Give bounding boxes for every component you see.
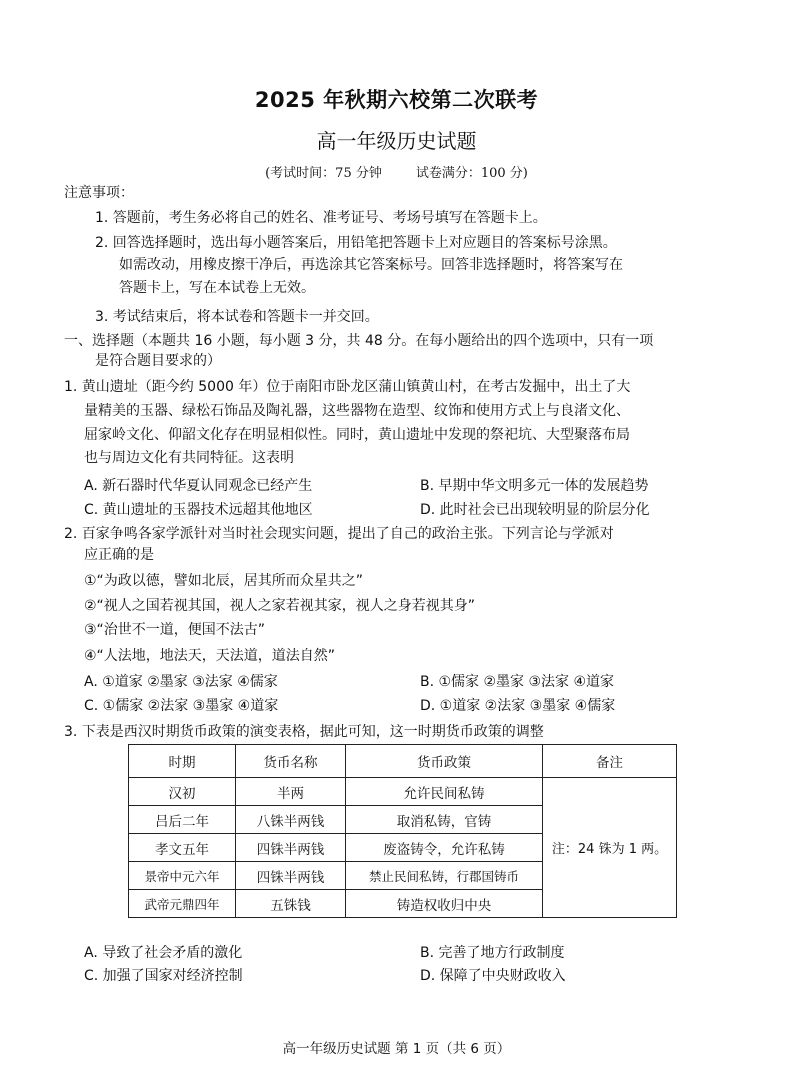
question-2-quote-1: ①“为政以德，譬如北辰，居其所而众星共之” [84, 573, 364, 589]
table-cell: 孝文五年 [129, 834, 236, 862]
notice-item-2-cont: 如需改动，用橡皮擦干净后，再选涂其它答案标号。回答非选择题时，将答案写在 [119, 257, 623, 273]
notice-item-1: 1. 答题前，考生务必将自己的姓名、准考证号、考场号填写在答题卡上。 [95, 210, 547, 226]
table-cell: 半两 [236, 778, 346, 806]
question-2-option-b[interactable]: B. ①儒家 ②墨家 ③法家 ④道家 [420, 674, 615, 690]
question-2-option-d[interactable]: D. ①道家 ②法家 ③墨家 ④儒家 [420, 698, 616, 714]
question-2-stem: 2. 百家争鸣各家学派针对当时社会现实问题，提出了自己的政治主张。下列言论与学派对 [64, 526, 614, 542]
question-2-quote-4: ④“人法地，地法天，天法道，道法自然” [84, 648, 336, 664]
exam-time: (考试时间：75 分钟 [265, 166, 382, 181]
exam-subtitle: 高一年级历史试题 [316, 129, 477, 153]
question-1-option-d[interactable]: D. 此时社会已出现较明显的阶层分化 [420, 502, 650, 518]
question-3-option-d[interactable]: D. 保障了中央财政收入 [420, 968, 566, 984]
table-header: 时期 [129, 745, 236, 778]
notice-item-2-cont2: 答题卡上，写在本试卷上无效。 [119, 280, 315, 296]
question-2-quote-3: ③“治世不一道，便国不法古” [84, 622, 266, 638]
table-cell: 汉初 [129, 778, 236, 806]
question-3-stem: 3. 下表是西汉时期货币政策的演变表格，据此可知，这一时期货币政策的调整 [64, 724, 544, 740]
section-heading-cont: 是符合题目要求的） [95, 353, 221, 369]
question-3-option-b[interactable]: B. 完善了地方行政制度 [420, 945, 565, 961]
question-1-stem-line: 屈家岭文化、仰韶文化存在明显相似性。同时，黄山遗址中发现的祭祀坑、大型聚落布局 [84, 427, 630, 443]
table-cell: 允许民间私铸 [346, 778, 543, 806]
table-cell: 景帝中元六年 [129, 862, 236, 890]
notice-heading: 注意事项： [64, 185, 134, 201]
table-cell: 吕后二年 [129, 806, 236, 834]
table-cell: 铸造权收归中央 [346, 890, 543, 918]
question-1-option-a[interactable]: A. 新石器时代华夏认同观念已经产生 [84, 478, 313, 494]
page-footer: 高一年级历史试题 第 1 页（共 6 页） [282, 1041, 511, 1057]
question-2-quote-2: ②“视人之国若视其国，视人之家若视其家，视人之身若视其身” [84, 598, 476, 614]
question-2-stem-line: 应正确的是 [84, 547, 154, 563]
currency-policy-table [128, 744, 677, 918]
exam-info [0, 162, 793, 181]
question-3-option-a[interactable]: A. 导致了社会矛盾的激化 [84, 945, 243, 961]
question-1-stem-line: 也与周边文化有共同特征。这表明 [84, 450, 294, 466]
table-cell: 废盗铸令，允许私铸 [346, 834, 543, 862]
table-cell: 武帝元鼎四年 [129, 890, 236, 918]
table-cell: 八铢半两钱 [236, 806, 346, 834]
table-note: 注：24 铢为 1 两。 [543, 778, 677, 918]
table-row [129, 778, 677, 806]
table-cell: 四铢半两钱 [236, 834, 346, 862]
table-header: 货币名称 [236, 745, 346, 778]
question-2-option-a[interactable]: A. ①道家 ②墨家 ③法家 ④儒家 [84, 674, 278, 690]
table-header-row [129, 745, 677, 778]
notice-item-2: 2. 回答选择题时，选出每小题答案后，用铅笔把答题卡上对应题目的答案标号涂黑。 [95, 235, 617, 251]
notice-item-3: 3. 考试结束后，将本试卷和答题卡一并交回。 [95, 309, 379, 325]
table-cell: 禁止民间私铸，行郡国铸币 [346, 862, 543, 890]
question-1-option-c[interactable]: C. 黄山遗址的玉器技术远超其他地区 [84, 502, 313, 518]
exam-title: 2025 年秋期六校第二次联考 [254, 88, 539, 112]
question-2-option-c[interactable]: C. ①儒家 ②法家 ③墨家 ④道家 [84, 698, 279, 714]
question-1-stem-line: 量精美的玉器、绿松石饰品及陶礼器，这些器物在造型、纹饰和使用方式上与良渚文化、 [84, 403, 630, 419]
table-header: 货币政策 [346, 745, 543, 778]
full-score: 试卷满分：100 分) [415, 166, 528, 181]
table-cell: 取消私铸，官铸 [346, 806, 543, 834]
question-3-option-c[interactable]: C. 加强了国家对经济控制 [84, 968, 243, 984]
table-header: 备注 [543, 745, 677, 778]
table-cell: 四铢半两钱 [236, 862, 346, 890]
table-cell: 五铢钱 [236, 890, 346, 918]
question-1-option-b[interactable]: B. 早期中华文明多元一体的发展趋势 [420, 478, 649, 494]
section-heading: 一、选择题（本题共 16 小题，每小题 3 分，共 48 分。在每小题给出的四个选项中，只有一项 [64, 333, 654, 349]
question-1-stem: 1. 黄山遗址（距今约 5000 年）位于南阳市卧龙区蒲山镇黄山村，在考古发掘中，出土了大 [64, 379, 631, 395]
